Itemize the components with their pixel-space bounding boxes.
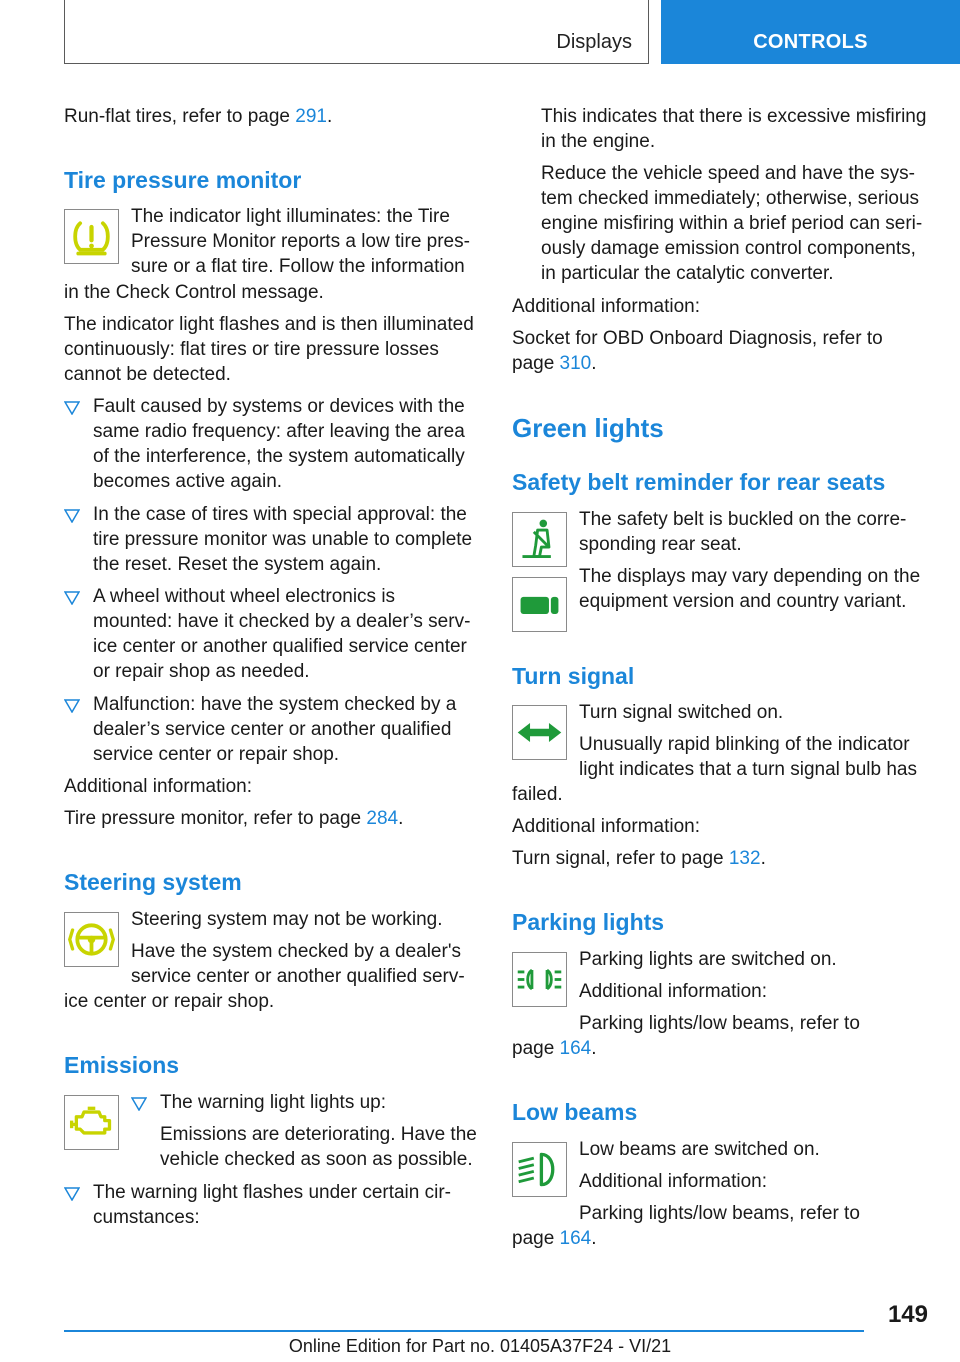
parking-lights-icon	[512, 952, 567, 1007]
tpm-paragraph: The indicator light flashes and is then illuminated continuously: flat tires or tire pressure losses cannot be detected.	[64, 314, 474, 385]
parking-ref-line-1: Parking lights/low beams, refer to	[579, 1013, 860, 1034]
bullet-triangle-icon	[131, 1097, 147, 1111]
tpm-line-1: The indicator light illuminates: the Tire	[131, 206, 450, 227]
bullet-triangle-icon	[64, 509, 80, 523]
chapter-tab-label: CONTROLS	[753, 31, 868, 53]
list-item: The warning light flashes under certain cir-cumstances:	[64, 1180, 478, 1230]
rear-seat-icon	[512, 577, 567, 632]
obd-reference: Socket for OBD Onboard Diagnosis, refer to page 310.	[512, 328, 883, 374]
parking-text-1: Parking lights are switched on.	[579, 949, 837, 970]
tpm-reference: Tire pressure monitor, refer to page 284.	[64, 808, 404, 829]
tpm-line-3: sure or a flat tire. Follow the information	[131, 256, 465, 277]
bullet-triangle-icon	[64, 699, 80, 713]
additional-info-label: Additional information:	[512, 296, 700, 317]
steering-line-3: service center or another qualified serv-	[131, 966, 465, 987]
page-link[interactable]: 291	[295, 106, 327, 127]
chapter-tab[interactable]	[661, 0, 960, 64]
steering-line-2: Have the system checked by a dealer's	[131, 941, 461, 962]
belt-heading: Safety belt reminder for rear seats	[512, 469, 886, 495]
bullet-triangle-icon	[64, 591, 80, 605]
emissions-heading: Emissions	[64, 1052, 180, 1078]
page-link[interactable]: 164	[559, 1228, 592, 1249]
parking-lights-heading: Parking lights	[512, 909, 665, 935]
steering-icon	[64, 912, 119, 967]
footer-divider	[64, 1330, 864, 1332]
list-item: A wheel without wheel electronics is mounted: have it checked by a dealer’s serv-ice center or another qualified service center or repair shop as needed.	[64, 584, 478, 684]
additional-info-label: Additional information:	[579, 1171, 767, 1192]
turn-text-1: Turn signal switched on.	[579, 702, 784, 723]
misfire-paragraph: This indicates that there is excessive misfiring in the engine.	[541, 106, 927, 152]
list-item: In the case of tires with special approval: the tire pressure monitor was unable to complete the reset. Reset the system again.	[64, 502, 478, 577]
misfire-advice: Reduce the vehicle speed and have the sys-tem checked immediately; otherwise, serious engine misfiring within a brief period can seri-ously damage emission control components, in particular the catalytic converter.	[541, 163, 923, 284]
tpm-line-2: Pressure Monitor reports a low tire pres-	[131, 231, 470, 252]
intro-paragraph: Run-flat tires, refer to page 291.	[64, 106, 333, 127]
page-link[interactable]: 284	[366, 808, 399, 829]
bullet-triangle-icon	[64, 401, 80, 415]
low-ref-line-1: Parking lights/low beams, refer to	[579, 1203, 860, 1224]
turn-line-1: Unusually rapid blinking of the indicator	[579, 734, 910, 755]
page-link[interactable]: 132	[728, 848, 761, 869]
steering-line-4: ice center or repair shop.	[64, 991, 275, 1012]
turn-line-2: light indicates that a turn signal bulb has	[579, 759, 917, 780]
seatbelt-icon	[512, 512, 567, 567]
low-beam-icon	[512, 1142, 567, 1197]
turn-signal-icon	[512, 705, 567, 760]
steering-line-1: Steering system may not be working.	[131, 909, 443, 930]
header-bar	[64, 0, 649, 64]
additional-info-label: Additional information:	[64, 776, 252, 797]
page-link[interactable]: 310	[559, 353, 592, 374]
page-link[interactable]: 164	[559, 1038, 592, 1059]
low-beams-heading: Low beams	[512, 1099, 638, 1125]
parking-ref-line-2: page 164.	[512, 1038, 597, 1059]
turn-line-3: failed.	[512, 784, 563, 805]
section-title: Displays	[556, 31, 632, 53]
turn-signal-heading: Turn signal	[512, 663, 635, 689]
tire-pressure-icon	[64, 209, 119, 264]
emissions-detail: Emissions are deteriorating. Have the vehicle checked as soon as possible.	[160, 1124, 477, 1170]
additional-info-label: Additional information:	[579, 981, 767, 1002]
turn-reference: Turn signal, refer to page 132.	[512, 848, 766, 869]
list-item: Fault caused by systems or devices with the same radio frequency: after leaving the area of the interference, the system automatically becomes active again.	[64, 394, 478, 494]
belt-text-1: The safety belt is buckled on the corre-sponding rear seat.	[579, 509, 907, 555]
tpm-heading: Tire pressure monitor	[64, 167, 302, 193]
engine-icon	[64, 1095, 119, 1150]
page-number: 149	[887, 1301, 928, 1328]
bullet-triangle-icon	[64, 1187, 80, 1201]
tpm-line-4: in the Check Control message.	[64, 282, 324, 303]
low-ref-line-2: page 164.	[512, 1228, 597, 1249]
list-item: Malfunction: have the system checked by a dealer’s service center or another qualified service center or repair shop.	[64, 692, 478, 767]
low-text-1: Low beams are switched on.	[579, 1139, 820, 1160]
belt-text-2: The displays may vary depending on the equipment version and country variant.	[579, 566, 921, 612]
additional-info-label: Additional information:	[512, 816, 700, 837]
green-lights-heading: Green lights	[512, 413, 664, 443]
steering-heading: Steering system	[64, 869, 242, 895]
edition-footer: Online Edition for Part no. 01405A37F24 - VI/21	[288, 1336, 672, 1356]
